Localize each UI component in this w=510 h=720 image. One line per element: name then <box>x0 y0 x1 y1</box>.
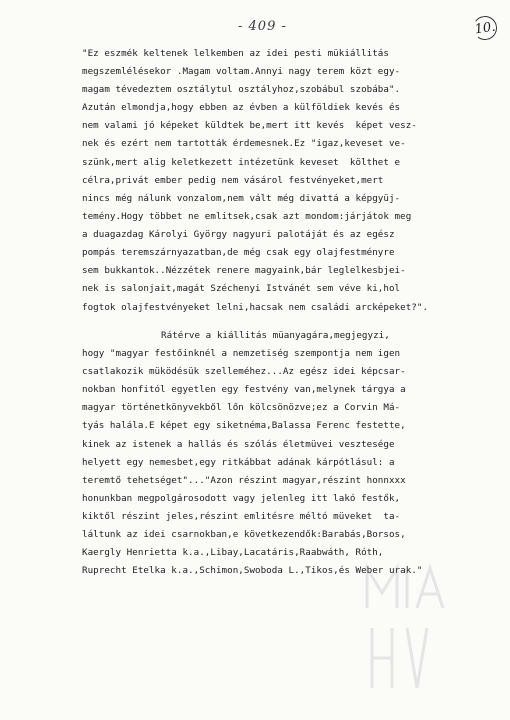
text-line: fogtok olajfestvényeket lelni,hacsak nem családi arcképeket?". <box>82 302 429 313</box>
page-number: - 409 - <box>238 19 287 34</box>
text-line: teremtő tehetséget"..."Azon részint magyar,részint honnxxx <box>82 475 406 486</box>
text-line: tyás halála.E képet egy siketnéma,Balassa Ferenc festette, <box>82 420 406 431</box>
text-line: célra,privát ember pedig nem vásárol festvényeket,mert <box>82 175 384 186</box>
text-line: láltunk az idei csarnokban,e következendők:Barabás,Borsos, <box>82 529 406 540</box>
text-line: nek és ezért nem tartották érdemesnek.Ez "igaz,keveset ve- <box>82 138 406 149</box>
text-line: a duagazdag Károlyi György nagyuri palotáját és az egész <box>82 229 395 240</box>
text-line: kiktől részint jeles,részint emlitésre méltó müveket ta- <box>82 511 401 522</box>
text-line: nokban honfitól egyetlen egy festvény van,melynek tárgya a <box>82 384 406 395</box>
text-line: kinek az istenek a hallás és szólás életmüvei vesztesége <box>82 439 395 450</box>
text-line: magyar történetkönyvekből lőn kölcsönözve;ez a Corvin Má- <box>82 402 401 413</box>
text-line: nem valami jó képeket küldtek be,mert itt kevés képet vesz- <box>82 120 417 131</box>
text-line: honunkban megpolgárosodott vagy jelenleg itt lakó festők, <box>82 493 401 504</box>
text-line: sem bukkantok..Nézzétek renere magyaink,bár leglelkesbjei- <box>82 265 406 276</box>
text-line: "Ez eszmék keltenek lelkemben az idei pesti mükiállitás <box>82 48 389 59</box>
text-line: hogy "magyar festőinknél a nemzetiség szempontja nem igen <box>82 348 401 359</box>
text-line: nincs még nálunk vonzalom,nem vált még divattá a képgyüj- <box>82 193 401 204</box>
text-line: temény.Hogy többet ne emlitsek,csak azt mondom:járjátok meg <box>82 211 412 222</box>
text-line: magam tévedeztem osztálytul osztályhoz,szobábul szobába". <box>82 84 401 95</box>
text-line: Kaergly Henrietta k.a.,Libay,Lacatáris,Raabwáth, Róth, <box>82 547 384 558</box>
text-line: megszemlélésekor .Magam voltam.Annyi nagy terem közt egy- <box>82 66 401 77</box>
folio-number: 10. <box>471 14 498 41</box>
text-line: csatlakozik müködésük szelleméhez...Az egész idei képcsar- <box>82 366 406 377</box>
text-line: Ruprecht Etelka k.a.,Schimon,Swoboda L.,Tikos,és Weber urak." <box>82 565 423 576</box>
archive-watermark-icon <box>362 548 457 698</box>
text-line: nek is salonjait,magát Széchenyi Istvánét sem véve ki,hol <box>82 283 401 294</box>
text-line: Rátérve a kiállitás müanyagára,megjegyzi, <box>161 330 390 341</box>
text-line: pompás teremszárnyazatban,de még csak egy olajfestményre <box>82 247 395 258</box>
text-line: szünk,mert alig keletkezett intézetünk keveset költhet e <box>82 157 401 168</box>
text-line: Azután elmondja,hogy ebben az évben a külföldiek kevés és <box>82 102 401 113</box>
text-line: helyett egy nemesbet,egy ritkábbat adának kárpótlásul: a <box>82 457 395 468</box>
